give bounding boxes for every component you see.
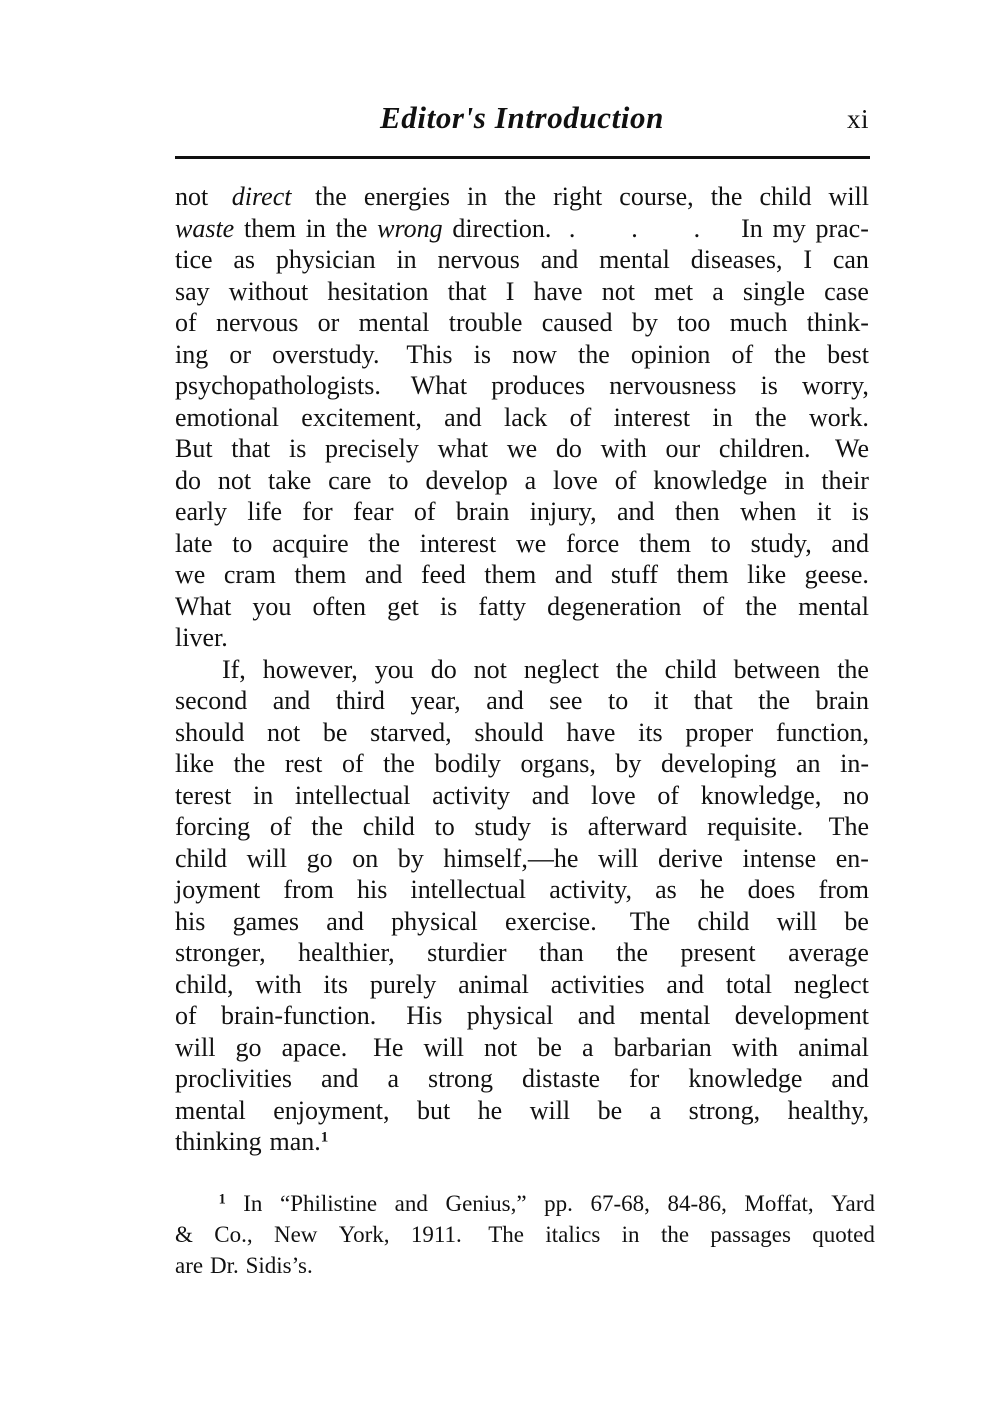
- text-line: emotional excitement, and lack of interest in the work.: [175, 402, 869, 432]
- text-line: will go apace. He will not be a barbarian with animal: [175, 1032, 869, 1062]
- italic-word: waste: [175, 213, 235, 243]
- text-line: stronger, healthier, sturdier than the present average: [175, 938, 869, 967]
- text-line: we cram them and feed them and stuff them like geese.: [175, 560, 869, 589]
- text-line: proclivities and a strong distaste for knowledge and: [175, 1064, 869, 1093]
- line-text: not: [175, 182, 215, 211]
- text-line: mental enjoyment, but he will be a strong, healthy,: [175, 1095, 869, 1125]
- text-line: [175, 181, 869, 213]
- text-line: do not take care to develop a love of knowledge in their: [175, 465, 869, 495]
- footnote-line: & Co., New York, 1911. The italics in the passages quoted: [175, 1222, 875, 1247]
- line-text: in: [305, 213, 326, 243]
- line-text: energies: [363, 182, 450, 211]
- line-text: course,: [619, 182, 694, 211]
- text-line: terest in intellectual activity and love of knowledge, no: [175, 780, 869, 810]
- text-line: tice as physician in nervous and mental diseases, I can: [175, 245, 869, 274]
- text-line: But that is precisely what we do with our children. We: [175, 434, 869, 463]
- ellipsis: . . .: [568, 213, 725, 243]
- text-line: second and third year, and see to it that the brain: [175, 686, 869, 715]
- paragraph-1: [175, 181, 869, 654]
- text-line: joyment from his intellectual activity, as he does from: [175, 875, 869, 904]
- italic-word: wrong: [377, 213, 443, 243]
- line-text: the: [308, 182, 347, 211]
- text-line: like the rest of the bodily organs, by developing an in-: [175, 749, 869, 778]
- text-line: child will go on by himself,—he will derive intense en-: [175, 843, 869, 873]
- line-text: the: [335, 213, 368, 243]
- line-text: in: [467, 182, 488, 211]
- text-line: of nervous or mental trouble caused by too much think-: [175, 308, 869, 337]
- body-text-block: [175, 181, 869, 1158]
- line-text: right: [553, 182, 603, 211]
- text-line: of brain-function. His physical and mental development: [175, 1001, 869, 1030]
- text-line: psychopathologists. What produces nervousness is worry,: [175, 371, 869, 400]
- text-line: ing or overstudy. This is now the opinion of the best: [175, 339, 869, 369]
- line-text: them: [243, 213, 296, 243]
- line-text: child: [759, 182, 812, 211]
- text-line: If, however, you do not neglect the child between the: [221, 654, 869, 684]
- text-line: say without hesitation that I have not met a single case: [175, 276, 869, 306]
- text-line: child, with its purely animal activities and total neglect: [175, 969, 869, 999]
- text-line: should not be starved, should have its proper function,: [175, 717, 869, 747]
- text-line: thinking man.$^1$: [175, 1127, 329, 1156]
- line-text: prac-: [815, 213, 869, 243]
- text-line: [175, 213, 869, 245]
- last-word: man.$^1$: [269, 1127, 329, 1156]
- text-line: late to acquire the interest we force them to study, and: [175, 528, 869, 558]
- text-line: forcing of the child to study is afterward requisite. The: [175, 812, 869, 841]
- line-text: the: [710, 182, 743, 211]
- footnote-marker: 1: [218, 1191, 226, 1208]
- footnote: [175, 1188, 875, 1281]
- text-line: What you often get is fatty degeneration of the mental: [175, 591, 869, 621]
- text-line: liver.: [175, 623, 228, 652]
- footnote-reference-marker: 1: [320, 1129, 329, 1146]
- footnote-line: $^1$ In “Philistine and Genius,” pp. 67-68, 84-86, Moffat, Yard: [175, 1188, 875, 1219]
- running-head-title: Editor's Introduction: [380, 100, 664, 135]
- page-number: xi: [846, 104, 869, 134]
- italic-word: direct: [231, 182, 292, 211]
- paragraph-2: [175, 654, 869, 1158]
- text-line: his games and physical exercise. The child will be: [175, 906, 869, 936]
- text-line: early life for fear of brain injury, and then when it is: [175, 497, 869, 526]
- line-text: direction.: [452, 213, 552, 243]
- line-text: my: [772, 213, 806, 243]
- footnote-line: are Dr. Sidis’s.: [175, 1253, 313, 1278]
- line-text: the: [504, 182, 537, 211]
- line-text: will: [828, 182, 869, 211]
- running-head: [175, 100, 869, 148]
- line-text: In: [741, 213, 763, 243]
- header-rule: [175, 156, 870, 159]
